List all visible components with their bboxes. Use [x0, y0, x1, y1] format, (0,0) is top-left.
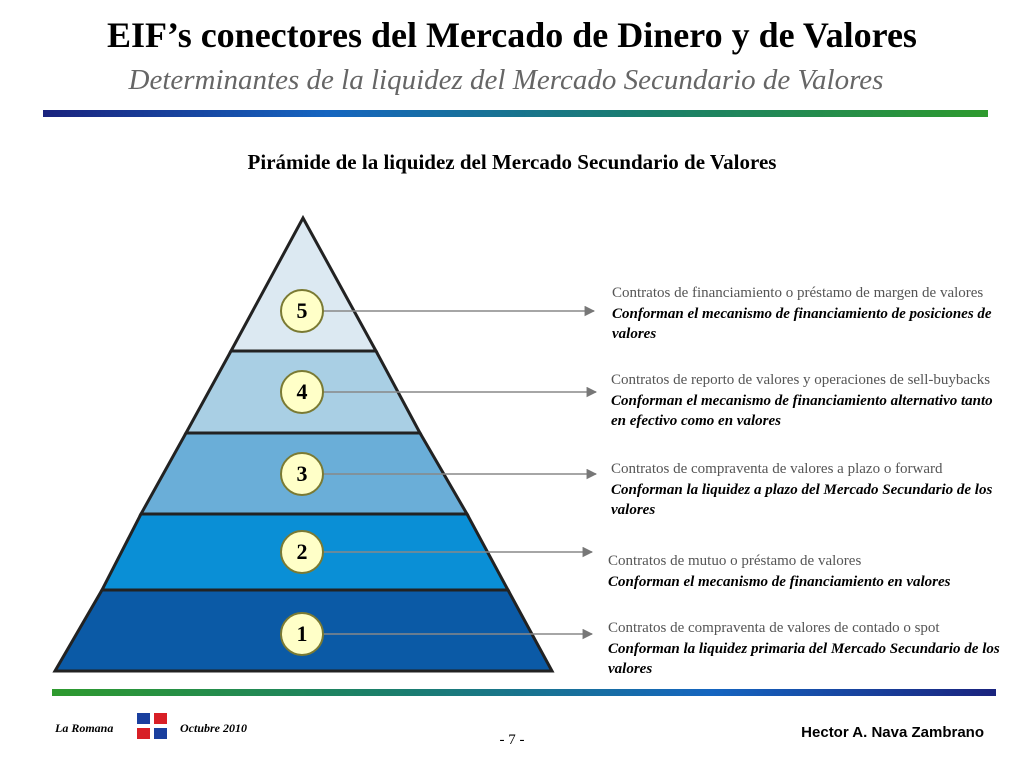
pyramid-title: Pirámide de la liquidez del Mercado Secundario de Valores	[247, 150, 777, 174]
level-1-description	[608, 618, 1018, 680]
level-4-description	[611, 370, 1011, 432]
level-3-contract: Contratos de compraventa de valores a plazo o forward	[611, 461, 943, 477]
bottom-divider	[52, 689, 996, 696]
level-1-badge: 1	[280, 612, 324, 656]
level-2-contract: Contratos de mutuo o préstamo de valores	[608, 553, 862, 569]
footer-date: Octubre 2010	[180, 721, 247, 735]
level-5-purpose: Conforman el mecanismo de financiamiento de posiciones de valores	[612, 305, 992, 342]
level-2-badge: 2	[280, 530, 324, 574]
level-2-description	[608, 551, 1018, 592]
slide-subtitle: Determinantes de la liquidez del Mercado Secundario de Valores	[128, 64, 884, 96]
level-2-purpose: Conforman el mecanismo de financiamiento en valores	[608, 573, 951, 590]
page-number: - 7 -	[499, 732, 525, 748]
level-3-badge: 3	[280, 452, 324, 496]
level-3-description	[611, 459, 1011, 521]
level-5-description	[612, 283, 1017, 345]
footer-author: Hector A. Nava Zambrano	[801, 724, 984, 741]
footer-location: La Romana	[55, 721, 114, 735]
slide-title: EIF’s conectores del Mercado de Dinero y de Valores	[107, 15, 917, 55]
level-4-contract: Contratos de reporto de valores y operaciones de sell-buybacks	[611, 372, 991, 388]
level-4-badge: 4	[280, 370, 324, 414]
level-3-purpose: Conforman la liquidez a plazo del Mercado Secundario de los valores	[611, 481, 993, 518]
level-1-purpose: Conforman la liquidez primaria del Mercado Secundario de los valores	[608, 640, 1000, 677]
level-1-contract: Contratos de compraventa de valores de contado o spot	[608, 620, 940, 636]
level-4-purpose: Conforman el mecanismo de financiamiento alternativo tanto en efectivo como en valores	[611, 392, 993, 429]
level-5-contract: Contratos de financiamiento o préstamo de margen de valores	[612, 285, 984, 301]
level-5-badge: 5	[280, 289, 324, 333]
